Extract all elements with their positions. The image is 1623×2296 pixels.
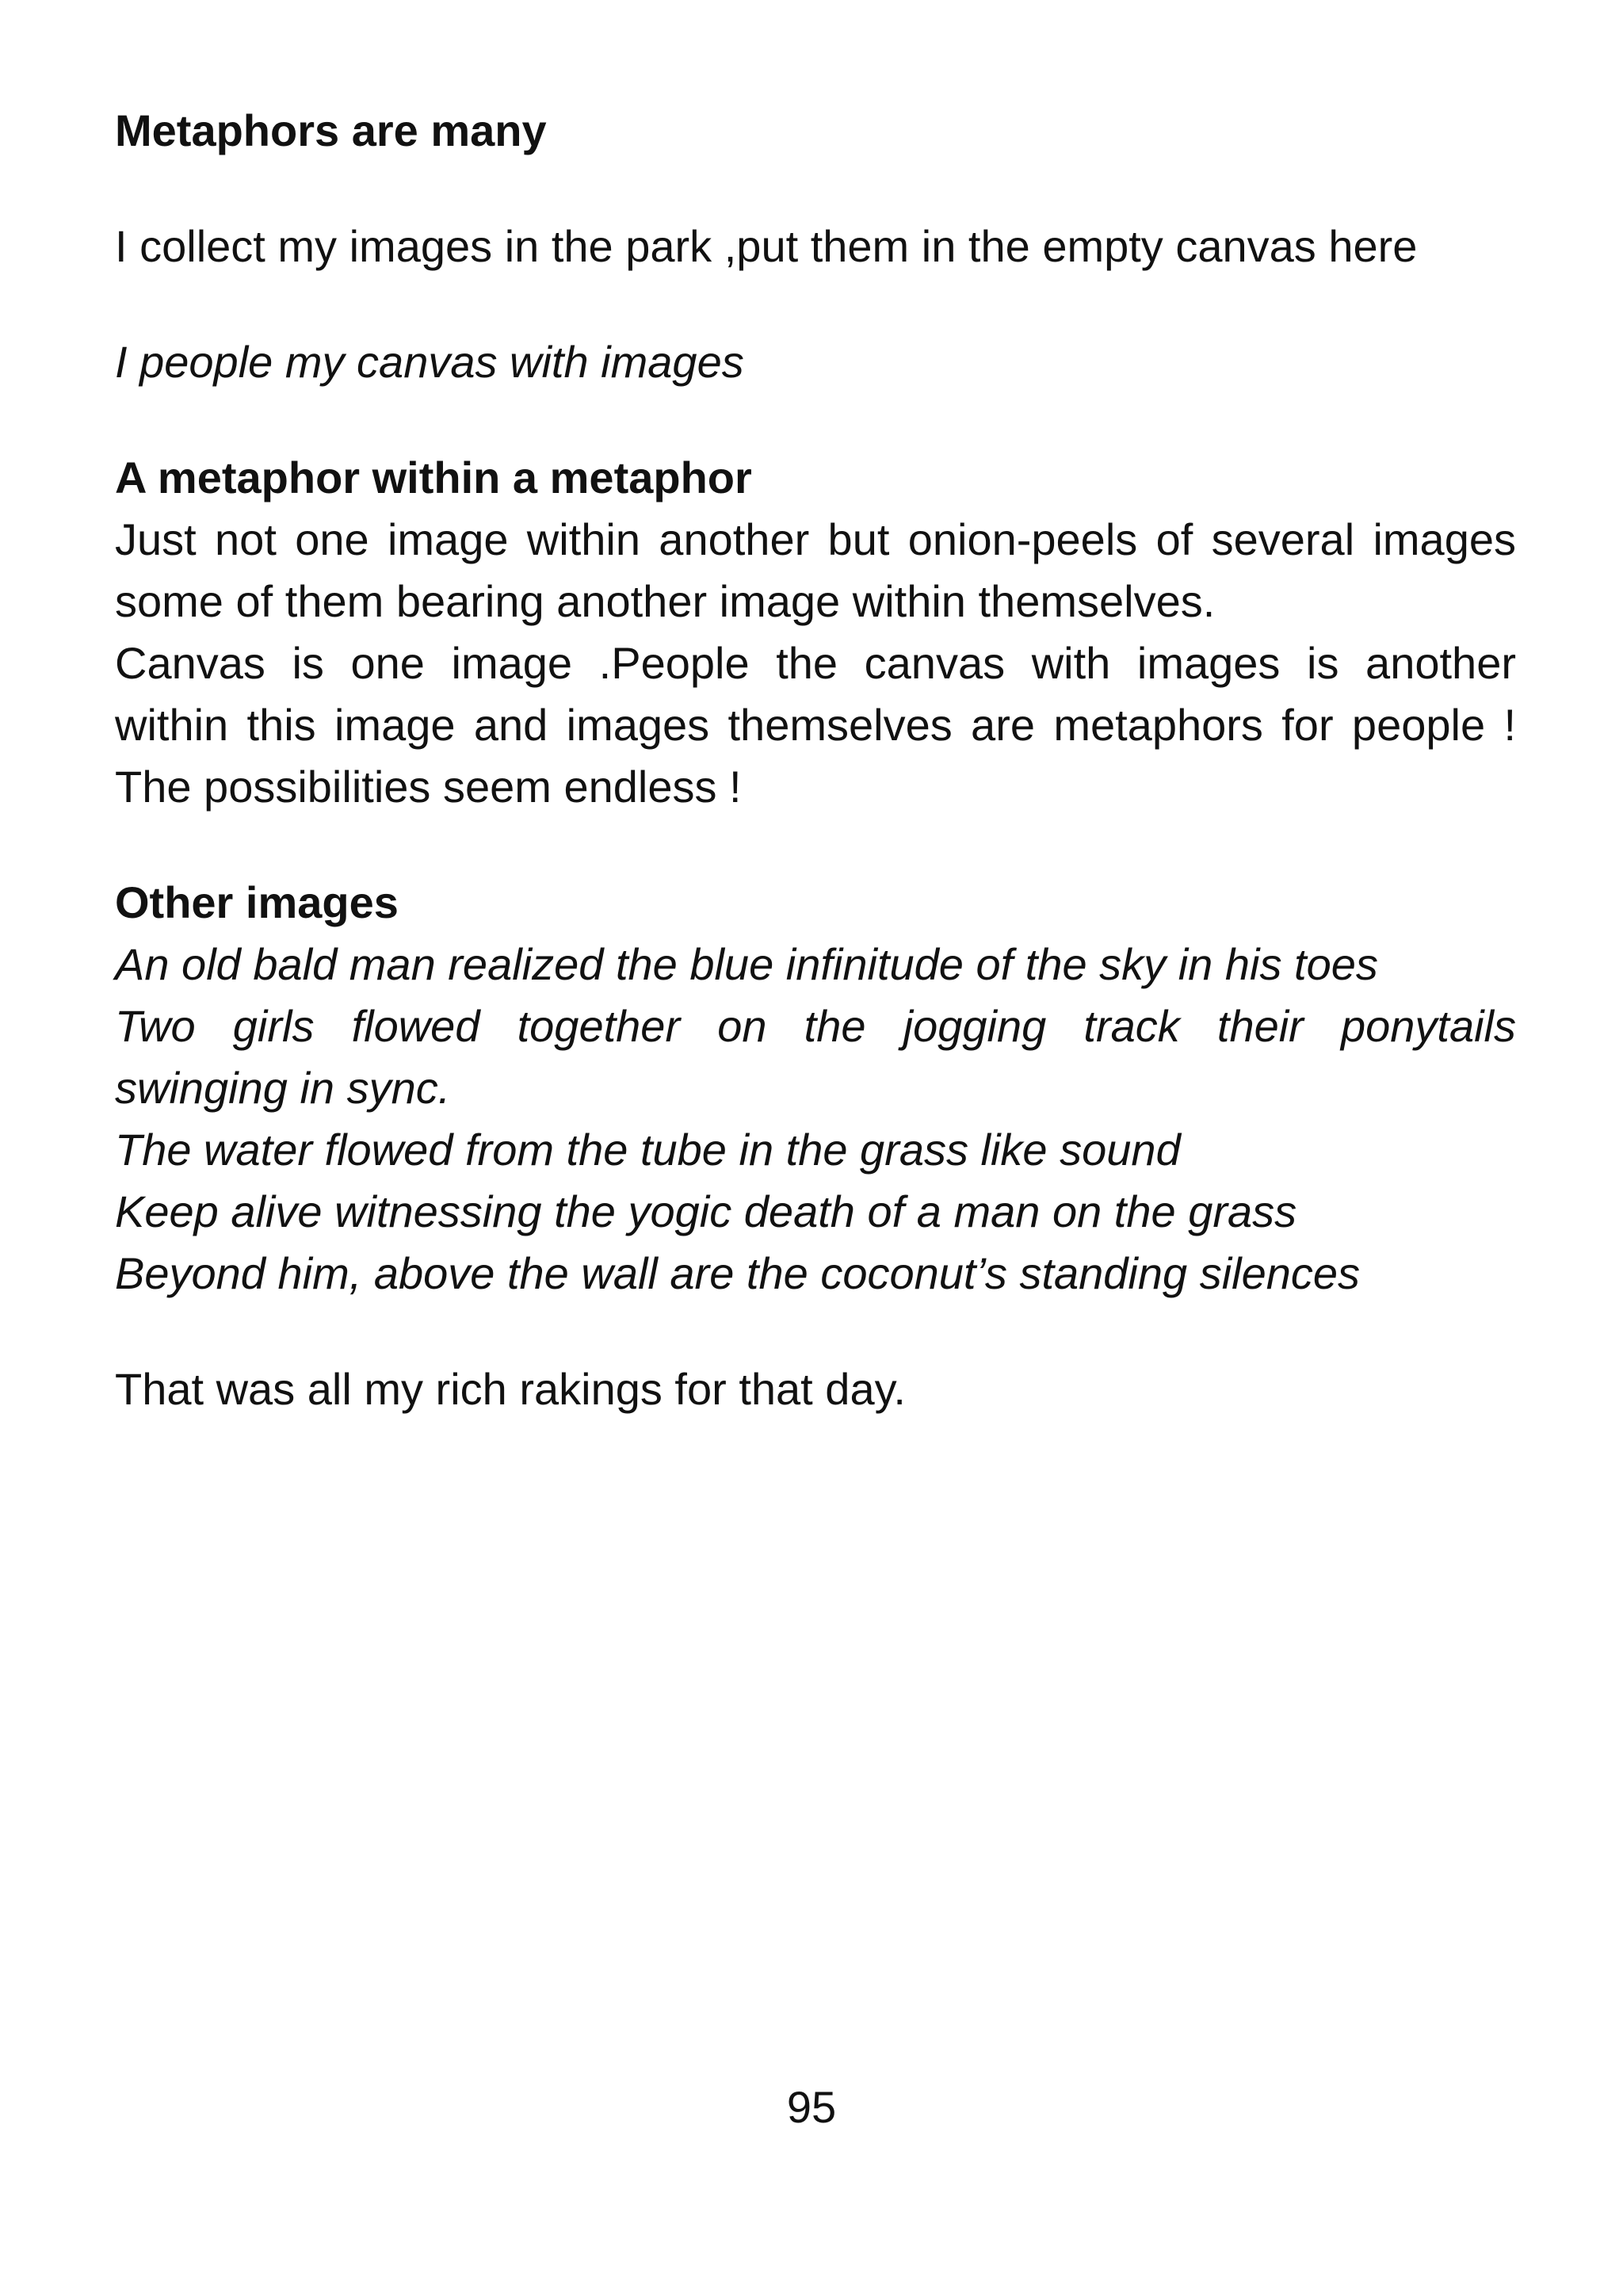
poem-line: Two girls flowed together on the jogging track their ponytails	[115, 1001, 1516, 1051]
poem-line: Beyond him, above the wall are the coconut’s standing silences	[115, 1248, 1361, 1298]
page-number: 95	[786, 2082, 837, 2132]
poem-line: An old bald man realized the blue infinitude of the sky in his toes	[115, 939, 1378, 989]
intro-italic-line: I people my canvas with images	[115, 337, 744, 387]
page-content	[115, 100, 1516, 1420]
body-line: The possibilities seem endless !	[115, 762, 742, 812]
body-line: Just not one image within another but onion-peels of several images	[115, 514, 1516, 564]
section-metaphor-within-metaphor	[115, 447, 1516, 818]
poem-line: swinging in sync.	[115, 1063, 451, 1113]
section-heading: A metaphor within a metaphor	[115, 453, 752, 502]
poem-line: The water flowed from the tube in the grass like sound	[115, 1125, 1181, 1175]
section-other-images	[115, 872, 1516, 1305]
body-line: Canvas is one image .People the canvas with images is another	[115, 638, 1516, 688]
poem-line: Keep alive witnessing the yogic death of a man on the grass	[115, 1186, 1297, 1236]
intro-line: I collect my images in the park ,put them in the empty canvas here	[115, 221, 1418, 271]
body-line: within this image and images themselves are metaphors for people !	[115, 700, 1516, 750]
body-line: some of them bearing another image within themselves.	[115, 576, 1216, 626]
page-title: Metaphors are many	[115, 105, 547, 155]
section-heading: Other images	[115, 877, 399, 927]
closing-line: That was all my rich rakings for that day.	[115, 1364, 906, 1414]
